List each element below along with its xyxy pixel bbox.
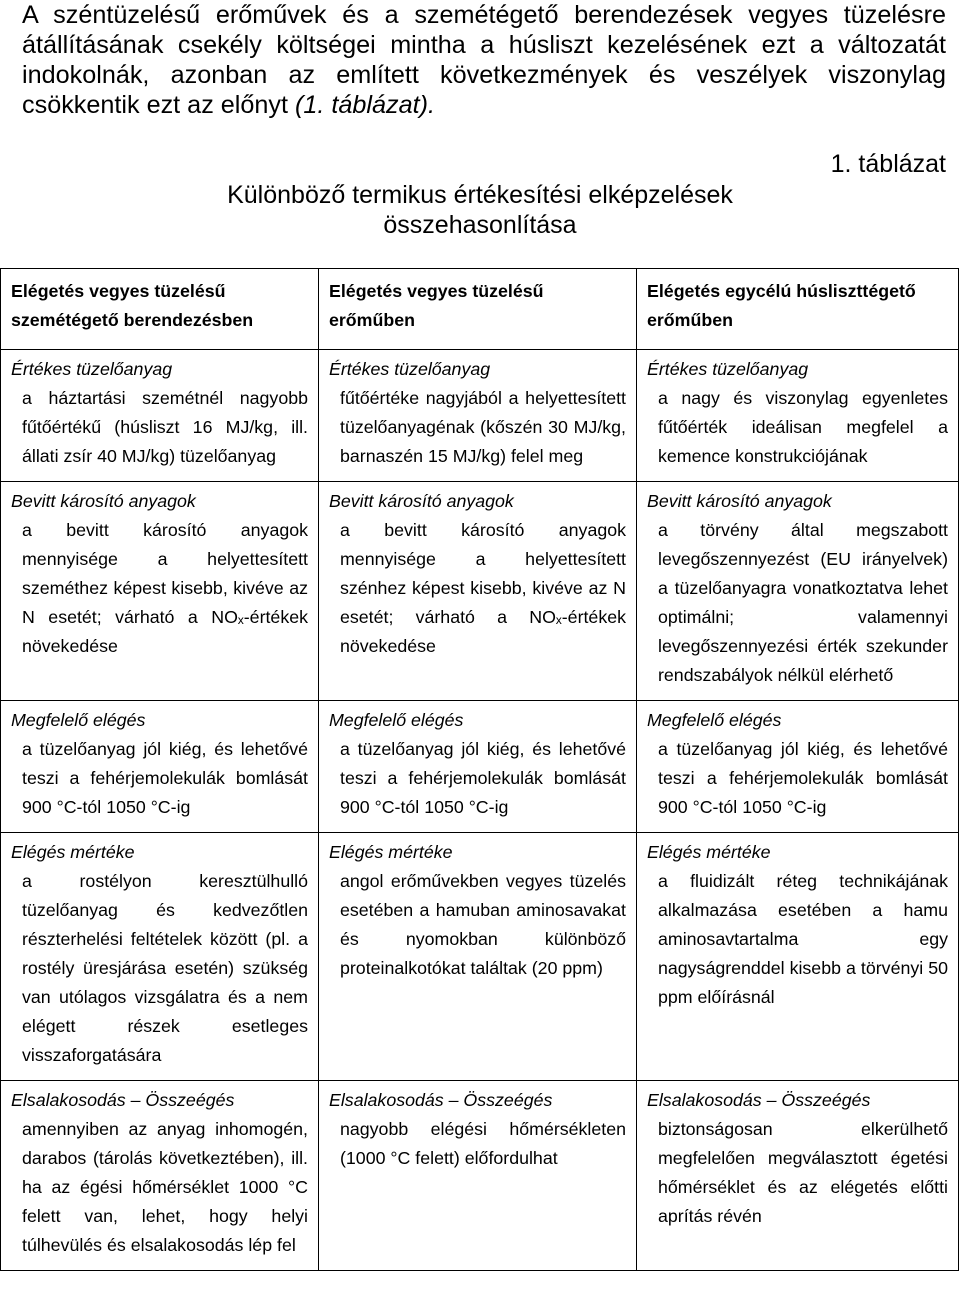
criterion-label: Megfelelő elégés <box>647 710 782 730</box>
table-cell <box>1 833 319 1081</box>
intro-paragraph <box>22 0 946 120</box>
criterion-label: Értékes tüzelőanyag <box>647 359 809 379</box>
table-cell <box>319 1081 637 1271</box>
table-cell <box>319 701 637 833</box>
cell-text: fűtőértéke nagyjából a helyettesített tüzelőanyagénak (kőszén 30 MJ/kg, barnaszén 15 MJ/kg) felel meg <box>340 388 626 466</box>
header-dedicated-plant: Elégetés egycélú húsliszttégető erőműben <box>637 269 959 350</box>
table-cell <box>637 482 959 701</box>
criterion-label: Elsalakosodás – Összeégés <box>11 1090 235 1110</box>
table-row <box>1 833 959 1081</box>
table-number: 1. táblázat <box>830 150 946 178</box>
table-cell <box>1 1081 319 1271</box>
cell-text: a fluidizált réteg technikájának alkalmazása esetében a hamu aminosavtartalma egy nagyságrenddel kisebb a törvényi 50 ppm előírásnál <box>658 871 948 1007</box>
comparison-table <box>0 268 959 1271</box>
cell-text: a bevitt károsító anyagok mennyisége a helyettesített szénhez képest kisebb, kivéve az N esetét; várható a NOₓ-értékek növekedése <box>340 520 626 656</box>
cell-text: amennyiben az anyag inhomogén, darabos (tárolás következtében), ill. ha az égési hőmérséklet 1000 °C felett van, lehet, hogy helyi túlhevülés és elsalakosodás lép fel <box>22 1119 308 1255</box>
intro-text: A széntüzelésű erőművek és a szemétégető berendezések vegyes tüzelésre átállításának csekély költségei mintha a húsliszt kezelésének ezt a változatát indokolnák, azonban az említett következmények és veszélyek viszonylag csökkentik ezt az előnyt <box>22 1 946 119</box>
criterion-label: Megfelelő elégés <box>329 710 464 730</box>
table-row <box>1 1081 959 1271</box>
table-cell <box>637 350 959 482</box>
criterion-label: Elégés mértéke <box>647 842 771 862</box>
table-cell <box>637 1081 959 1271</box>
cell-text: a tüzelőanyag jól kiég, és lehetővé teszi a fehérjemolekulák bomlását 900 °C-tól 1050 °C-ig <box>340 739 626 817</box>
cell-text: nagyobb elégési hőmérsékleten (1000 °C felett) előfordulhat <box>340 1119 626 1168</box>
cell-text: a bevitt károsító anyagok mennyisége a helyettesített szeméthez képest kisebb, kivéve az N esetét; várható a NOₓ-értékek növekedése <box>22 520 308 656</box>
table-cell <box>637 701 959 833</box>
table-row <box>1 701 959 833</box>
table-title-line-1: Különböző termikus értékesítési elképzelések <box>227 181 733 209</box>
table-cell <box>637 833 959 1081</box>
table-title <box>150 180 810 240</box>
criterion-label: Elégés mértéke <box>11 842 135 862</box>
table-cell <box>1 701 319 833</box>
cell-text: a nagy és viszonylag egyenletes fűtőérték ideálisan megfelel a kemence konstrukciójának <box>658 388 948 466</box>
table-cell <box>319 350 637 482</box>
criterion-label: Elsalakosodás – Összeégés <box>647 1090 871 1110</box>
table-row <box>1 350 959 482</box>
table-row <box>1 482 959 701</box>
cell-text: angol erőművekben vegyes tüzelés esetében a hamuban aminosavakat és nyomokban különböző proteinalkotókat találtak (20 ppm) <box>340 871 626 978</box>
criterion-label: Bevitt károsító anyagok <box>11 491 196 511</box>
cell-text: a rostélyon keresztülhulló tüzelőanyag és kedvezőtlen részterhelési feltételek között (pl. a rostély üresjárása esetén) szükség van utólagos vizsgálatra és a nem elégett részek esetleges visszaforgatására <box>22 871 308 1065</box>
table-title-line-2: összehasonlítása <box>383 211 577 239</box>
criterion-label: Bevitt károsító anyagok <box>647 491 832 511</box>
criterion-label: Értékes tüzelőanyag <box>11 359 173 379</box>
table-cell <box>319 482 637 701</box>
table-reference: (1. táblázat). <box>295 91 435 119</box>
header-waste-incinerator: Elégetés vegyes tüzelésű szemétégető berendezésben <box>1 269 319 350</box>
criterion-label: Elsalakosodás – Összeégés <box>329 1090 553 1110</box>
table-header-row <box>1 269 959 350</box>
criterion-label: Bevitt károsító anyagok <box>329 491 514 511</box>
criterion-label: Elégés mértéke <box>329 842 453 862</box>
table-cell <box>1 482 319 701</box>
cell-text: a háztartási szemétnél nagyobb fűtőértékű (húsliszt 16 MJ/kg, ill. állati zsír 40 MJ/kg) tüzelőanyag <box>22 388 308 466</box>
cell-text: a törvény által megszabott levegőszennyezést (EU irányelvek) a tüzelőanyagra vonatkoztatva lehet optimálni; valamennyi levegőszennyezési érték szekunder rendszabályok nélkül elérhető <box>658 520 948 685</box>
cell-text: a tüzelőanyag jól kiég, és lehetővé teszi a fehérjemolekulák bomlását 900 °C-tól 1050 °C-ig <box>658 739 948 817</box>
criterion-label: Megfelelő elégés <box>11 710 146 730</box>
table-cell <box>319 833 637 1081</box>
header-power-plant: Elégetés vegyes tüzelésű erőműben <box>319 269 637 350</box>
cell-text: biztonságosan elkerülhető megfelelően megválasztott égetési hőmérséklet és az elégetés előtti aprítás révén <box>658 1119 948 1226</box>
cell-text: a tüzelőanyag jól kiég, és lehetővé teszi a fehérjemolekulák bomlását 900 °C-tól 1050 °C-ig <box>22 739 308 817</box>
table-cell <box>1 350 319 482</box>
criterion-label: Értékes tüzelőanyag <box>329 359 491 379</box>
